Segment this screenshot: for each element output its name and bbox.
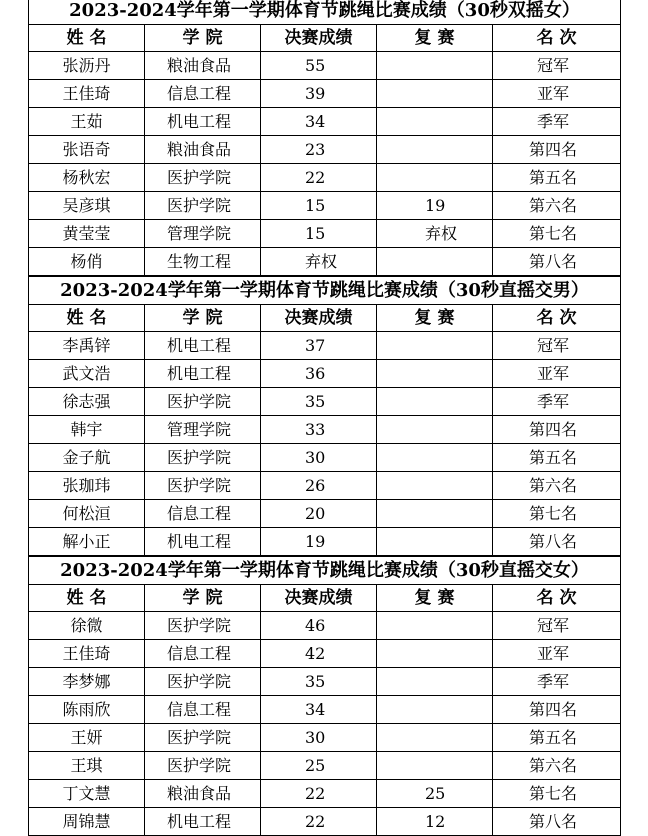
header-final: 决赛成绩: [261, 305, 377, 332]
name-cell: 张语奇: [29, 136, 145, 164]
semi-score-cell: [377, 500, 493, 528]
final-score-cell: 35: [261, 668, 377, 696]
rank-cell: 亚军: [493, 360, 621, 388]
rank-cell: 第五名: [493, 164, 621, 192]
rank-cell: 冠军: [493, 52, 621, 80]
table-row: [29, 416, 621, 444]
table-row: [29, 248, 621, 276]
rank-cell: 冠军: [493, 612, 621, 640]
table-row: [29, 136, 621, 164]
college-cell: 信息工程: [145, 80, 261, 108]
rank-cell: 亚军: [493, 80, 621, 108]
table-row: [29, 808, 621, 836]
name-cell: 王琪: [29, 752, 145, 780]
final-score-cell: 30: [261, 444, 377, 472]
college-cell: 管理学院: [145, 416, 261, 444]
college-cell: 医护学院: [145, 472, 261, 500]
semi-score-cell: [377, 332, 493, 360]
college-cell: 信息工程: [145, 500, 261, 528]
name-cell: 李梦娜: [29, 668, 145, 696]
rank-cell: 第四名: [493, 136, 621, 164]
semi-score-cell: [377, 388, 493, 416]
final-score-cell: 26: [261, 472, 377, 500]
table-row: [29, 164, 621, 192]
semi-score-cell: 12: [377, 808, 493, 836]
rank-cell: 第五名: [493, 724, 621, 752]
table-row: [29, 668, 621, 696]
semi-score-cell: [377, 52, 493, 80]
name-cell: 杨秋宏: [29, 164, 145, 192]
semi-score-cell: [377, 248, 493, 276]
results-table: [28, 556, 621, 836]
table-row: [29, 696, 621, 724]
rank-cell: 第四名: [493, 696, 621, 724]
name-cell: 张沥丹: [29, 52, 145, 80]
name-cell: 杨俏: [29, 248, 145, 276]
header-final: 决赛成绩: [261, 585, 377, 612]
semi-score-cell: [377, 360, 493, 388]
table-row: [29, 388, 621, 416]
final-score-cell: 36: [261, 360, 377, 388]
rank-cell: 第五名: [493, 444, 621, 472]
semi-score-cell: 弃权: [377, 220, 493, 248]
final-score-cell: 39: [261, 80, 377, 108]
college-cell: 医护学院: [145, 724, 261, 752]
name-cell: 金子航: [29, 444, 145, 472]
college-cell: 医护学院: [145, 752, 261, 780]
name-cell: 周锦慧: [29, 808, 145, 836]
college-cell: 信息工程: [145, 696, 261, 724]
college-cell: 医护学院: [145, 164, 261, 192]
name-cell: 陈雨欣: [29, 696, 145, 724]
header-semi: 复 赛: [377, 305, 493, 332]
rank-cell: 第六名: [493, 752, 621, 780]
final-score-cell: 55: [261, 52, 377, 80]
college-cell: 粮油食品: [145, 136, 261, 164]
name-cell: 李禹锌: [29, 332, 145, 360]
name-cell: 王妍: [29, 724, 145, 752]
final-score-cell: 22: [261, 808, 377, 836]
name-cell: 韩宇: [29, 416, 145, 444]
final-score-cell: 19: [261, 528, 377, 556]
semi-score-cell: [377, 752, 493, 780]
results-table-section: [28, 556, 620, 836]
college-cell: 医护学院: [145, 192, 261, 220]
table-row: [29, 220, 621, 248]
header-rank: 名 次: [493, 585, 621, 612]
rank-cell: 季军: [493, 668, 621, 696]
rank-cell: 第八名: [493, 528, 621, 556]
semi-score-cell: [377, 80, 493, 108]
semi-score-cell: [377, 528, 493, 556]
college-cell: 医护学院: [145, 668, 261, 696]
header-semi: 复 赛: [377, 585, 493, 612]
final-score-cell: 37: [261, 332, 377, 360]
semi-score-cell: 25: [377, 780, 493, 808]
header-semi: 复 赛: [377, 25, 493, 52]
table-row: [29, 192, 621, 220]
final-score-cell: 23: [261, 136, 377, 164]
table-title: 2023-2024学年第一学期体育节跳绳比赛成绩（30秒双摇女）: [29, 0, 621, 25]
rank-cell: 第七名: [493, 220, 621, 248]
college-cell: 机电工程: [145, 108, 261, 136]
name-cell: 王佳琦: [29, 640, 145, 668]
semi-score-cell: [377, 136, 493, 164]
rank-cell: 第七名: [493, 780, 621, 808]
header-rank: 名 次: [493, 305, 621, 332]
table-row: [29, 640, 621, 668]
results-table: [28, 0, 621, 276]
name-cell: 王茹: [29, 108, 145, 136]
final-score-cell: 20: [261, 500, 377, 528]
semi-score-cell: [377, 640, 493, 668]
rank-cell: 第六名: [493, 192, 621, 220]
final-score-cell: 22: [261, 164, 377, 192]
name-cell: 解小正: [29, 528, 145, 556]
rank-cell: 第六名: [493, 472, 621, 500]
rank-cell: 第四名: [493, 416, 621, 444]
semi-score-cell: [377, 612, 493, 640]
name-cell: 丁文慧: [29, 780, 145, 808]
semi-score-cell: [377, 696, 493, 724]
table-row: [29, 360, 621, 388]
table-row: [29, 752, 621, 780]
college-cell: 粮油食品: [145, 780, 261, 808]
name-cell: 黄莹莹: [29, 220, 145, 248]
table-row: [29, 52, 621, 80]
final-score-cell: 15: [261, 192, 377, 220]
header-name: 姓 名: [29, 585, 145, 612]
table-row: [29, 724, 621, 752]
final-score-cell: 22: [261, 780, 377, 808]
results-table-section: [28, 276, 620, 556]
semi-score-cell: [377, 724, 493, 752]
semi-score-cell: 19: [377, 192, 493, 220]
final-score-cell: 25: [261, 752, 377, 780]
college-cell: 医护学院: [145, 388, 261, 416]
rank-cell: 季军: [493, 108, 621, 136]
table-row: [29, 528, 621, 556]
rank-cell: 季军: [493, 388, 621, 416]
results-table: [28, 276, 621, 556]
name-cell: 王佳琦: [29, 80, 145, 108]
name-cell: 武文浩: [29, 360, 145, 388]
table-row: [29, 332, 621, 360]
rank-cell: 第八名: [493, 808, 621, 836]
final-score-cell: 42: [261, 640, 377, 668]
final-score-cell: 34: [261, 696, 377, 724]
final-score-cell: 34: [261, 108, 377, 136]
table-row: [29, 108, 621, 136]
college-cell: 生物工程: [145, 248, 261, 276]
college-cell: 信息工程: [145, 640, 261, 668]
header-final: 决赛成绩: [261, 25, 377, 52]
final-score-cell: 30: [261, 724, 377, 752]
table-row: [29, 780, 621, 808]
table-row: [29, 80, 621, 108]
semi-score-cell: [377, 164, 493, 192]
college-cell: 粮油食品: [145, 52, 261, 80]
header-rank: 名 次: [493, 25, 621, 52]
college-cell: 机电工程: [145, 808, 261, 836]
table-row: [29, 500, 621, 528]
table-row: [29, 612, 621, 640]
semi-score-cell: [377, 472, 493, 500]
table-title: 2023-2024学年第一学期体育节跳绳比赛成绩（30秒直摇交女）: [29, 557, 621, 585]
final-score-cell: 弃权: [261, 248, 377, 276]
college-cell: 医护学院: [145, 612, 261, 640]
final-score-cell: 33: [261, 416, 377, 444]
header-college: 学 院: [145, 25, 261, 52]
semi-score-cell: [377, 416, 493, 444]
name-cell: 徐微: [29, 612, 145, 640]
name-cell: 张珈玮: [29, 472, 145, 500]
rank-cell: 第七名: [493, 500, 621, 528]
college-cell: 医护学院: [145, 444, 261, 472]
results-table-section: [28, 0, 620, 276]
final-score-cell: 35: [261, 388, 377, 416]
final-score-cell: 46: [261, 612, 377, 640]
name-cell: 何松洹: [29, 500, 145, 528]
rank-cell: 冠军: [493, 332, 621, 360]
name-cell: 吴彦琪: [29, 192, 145, 220]
header-name: 姓 名: [29, 305, 145, 332]
header-name: 姓 名: [29, 25, 145, 52]
semi-score-cell: [377, 444, 493, 472]
semi-score-cell: [377, 668, 493, 696]
header-college: 学 院: [145, 585, 261, 612]
semi-score-cell: [377, 108, 493, 136]
table-row: [29, 444, 621, 472]
header-college: 学 院: [145, 305, 261, 332]
college-cell: 机电工程: [145, 528, 261, 556]
college-cell: 机电工程: [145, 332, 261, 360]
rank-cell: 第八名: [493, 248, 621, 276]
college-cell: 管理学院: [145, 220, 261, 248]
name-cell: 徐志强: [29, 388, 145, 416]
college-cell: 机电工程: [145, 360, 261, 388]
table-title: 2023-2024学年第一学期体育节跳绳比赛成绩（30秒直摇交男）: [29, 277, 621, 305]
table-row: [29, 472, 621, 500]
rank-cell: 亚军: [493, 640, 621, 668]
final-score-cell: 15: [261, 220, 377, 248]
